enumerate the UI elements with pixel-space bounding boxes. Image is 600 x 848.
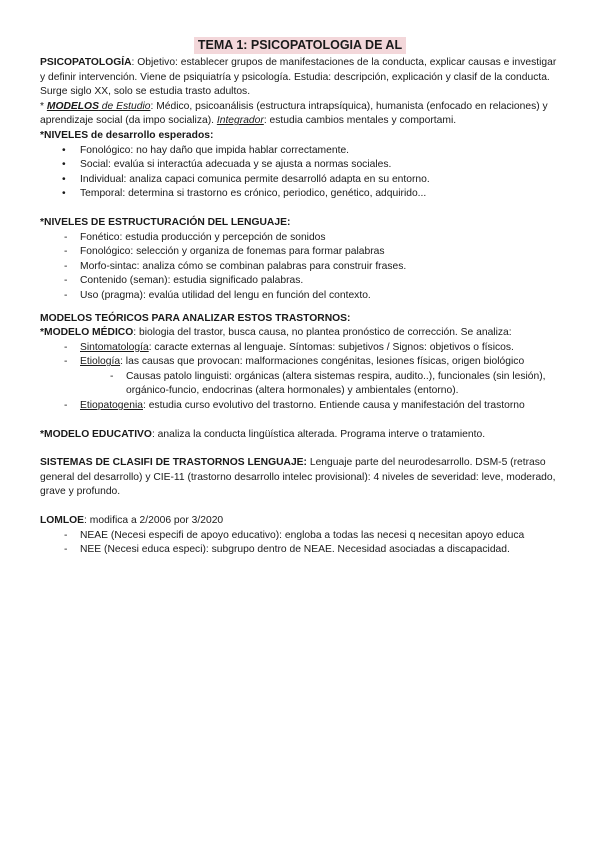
modelo-medico-text: : biologia del trastor, busca causa, no plantea pronóstico de corrección. Se analiza: [133, 327, 512, 339]
modelos-text: : Médico, psicoanálisis (estructura intrapsíquica), humanista (enfocado en relaciones) y aprendizaje social (da impo socializa). [40, 100, 548, 127]
list-item: - Contenido (seman): estudia significado palabras. [40, 274, 562, 289]
sistemas-paragraph [40, 456, 562, 500]
psicopatologia-text: : Objetivo: establecer grupos de manifestaciones de la conducta, explicar causas e investigar y definir intervención. Viene de psiquiatría y psicología. Estudia: descripción, explicación y clasif de la conducta. Surge siglo XX, solo se estudia trasto adultos. [40, 57, 557, 98]
teoricos-heading-text: MODELOS TEÓRICOS PARA ANALIZAR ESTOS TRASTORNOS: [40, 312, 351, 324]
psicopatologia-label: PSICOPATOLOGÍA [40, 57, 132, 68]
modelo-educativo-paragraph [40, 428, 562, 443]
list-item [40, 341, 562, 356]
lomloe-list [40, 529, 562, 558]
list-item: • Temporal: determina si trastorno es crónico, periodico, genético, adquirido... [40, 187, 562, 202]
niveles-heading [40, 129, 562, 144]
list-item: - Causas patolo linguisti: orgánicas (altera sistemas respira, audito..), funcionales (sin lesión), orgánico-funcio, endocrinas (altera hormonales) y ambientales (entorno). [40, 370, 562, 399]
modelos-text-2: : estudia cambios mentales y comportami. [263, 115, 457, 127]
sintomatologia-text: : caracte externas al lenguaje. Síntomas: subjetivos / Signos: objetivos o físicos. [148, 341, 514, 353]
teoricos-heading [40, 312, 562, 327]
sintomatologia-label: Sintomatología [80, 341, 149, 353]
estructuracion-heading [40, 216, 562, 231]
estructuracion-heading-text: *NIVELES DE ESTRUCTURACIÓN DEL LENGUAJE: [40, 216, 291, 228]
modelo-medico-list [40, 341, 562, 370]
modelo-medico-label: *MODELO MÉDICO [40, 327, 134, 339]
modelo-educativo-label: *MODELO EDUCATIVO [40, 428, 152, 440]
list-item: • Fonológico: no hay daño que impida hablar correctamente. [40, 144, 562, 159]
lomloe-text: : modifica a 2/2006 por 3/2020 [84, 515, 224, 527]
etiopatogenia-list [40, 399, 562, 414]
list-item: - NEAE (Necesi especifi de apoyo educativo): engloba a todas las necesi q necesitan apoyo educa [40, 529, 562, 544]
causas-list [40, 370, 562, 399]
modelos-label: MODELOS [46, 100, 99, 112]
list-item: - Fonológico: selección y organiza de fonemas para formar palabras [40, 245, 562, 260]
list-item [40, 399, 562, 414]
modelo-medico-paragraph [40, 326, 562, 341]
document-title: TEMA 1: PSICOPATOLOGIA DE AL [194, 37, 406, 54]
lomloe-label: LOMLOE [40, 515, 85, 527]
list-item: - Morfo-sintac: analiza cómo se combinan palabras para construir frases. [40, 260, 562, 275]
sistemas-label: SISTEMAS DE CLASIFI DE TRASTORNOS LENGUAJE: [40, 457, 307, 469]
modelos-prefix: * [40, 100, 47, 112]
etiopatogenia-label: Etiopatogenia [80, 400, 143, 412]
etiologia-text: : las causas que provocan: malformaciones congénitas, lesiones físicas, origen biológico [120, 356, 525, 368]
modelo-educativo-text: : analiza la conducta lingüística alterada. Programa interve o tratamiento. [151, 428, 486, 440]
niveles-list [40, 144, 562, 202]
list-item: - Uso (pragma): evalúa utilidad del lengu en función del contexto. [40, 289, 562, 304]
list-item: - NEE (Necesi educa especi): subgrupo dentro de NEAE. Necesidad asociadas a discapacidad. [40, 543, 562, 558]
etiologia-label: Etiología [80, 356, 121, 368]
niveles-heading-text: *NIVELES de desarrollo esperados: [40, 129, 214, 141]
list-item [40, 355, 562, 370]
psicopatologia-paragraph [40, 56, 562, 100]
sistemas-text: Lenguaje parte del neurodesarrollo. DSM-5 (retraso general del desarrollo) y CIE-11 (trastorno desarrollo intelec provisional): 4 niveles de severidad: leve, moderado, grave y profundo. [40, 457, 556, 498]
integrador-label: Integrador [216, 115, 264, 127]
list-item: • Individual: analiza capaci comunica permite desarrolló adapta en su entorno. [40, 173, 562, 188]
list-item: • Social: evalúa si interactúa adecuada y se ajusta a normas sociales. [40, 158, 562, 173]
document-content [40, 56, 562, 558]
title-wrap [0, 36, 600, 54]
list-item: - Fonético: estudia producción y percepción de sonidos [40, 231, 562, 246]
lomloe-paragraph [40, 514, 562, 529]
estructuracion-list [40, 231, 562, 304]
etiopatogenia-text: : estudia curso evolutivo del trastorno. Entiende causa y manifestación del trastorno [142, 400, 525, 412]
modelos-paragraph [40, 100, 562, 129]
modelos-label-estudio: de Estudio [98, 100, 151, 112]
